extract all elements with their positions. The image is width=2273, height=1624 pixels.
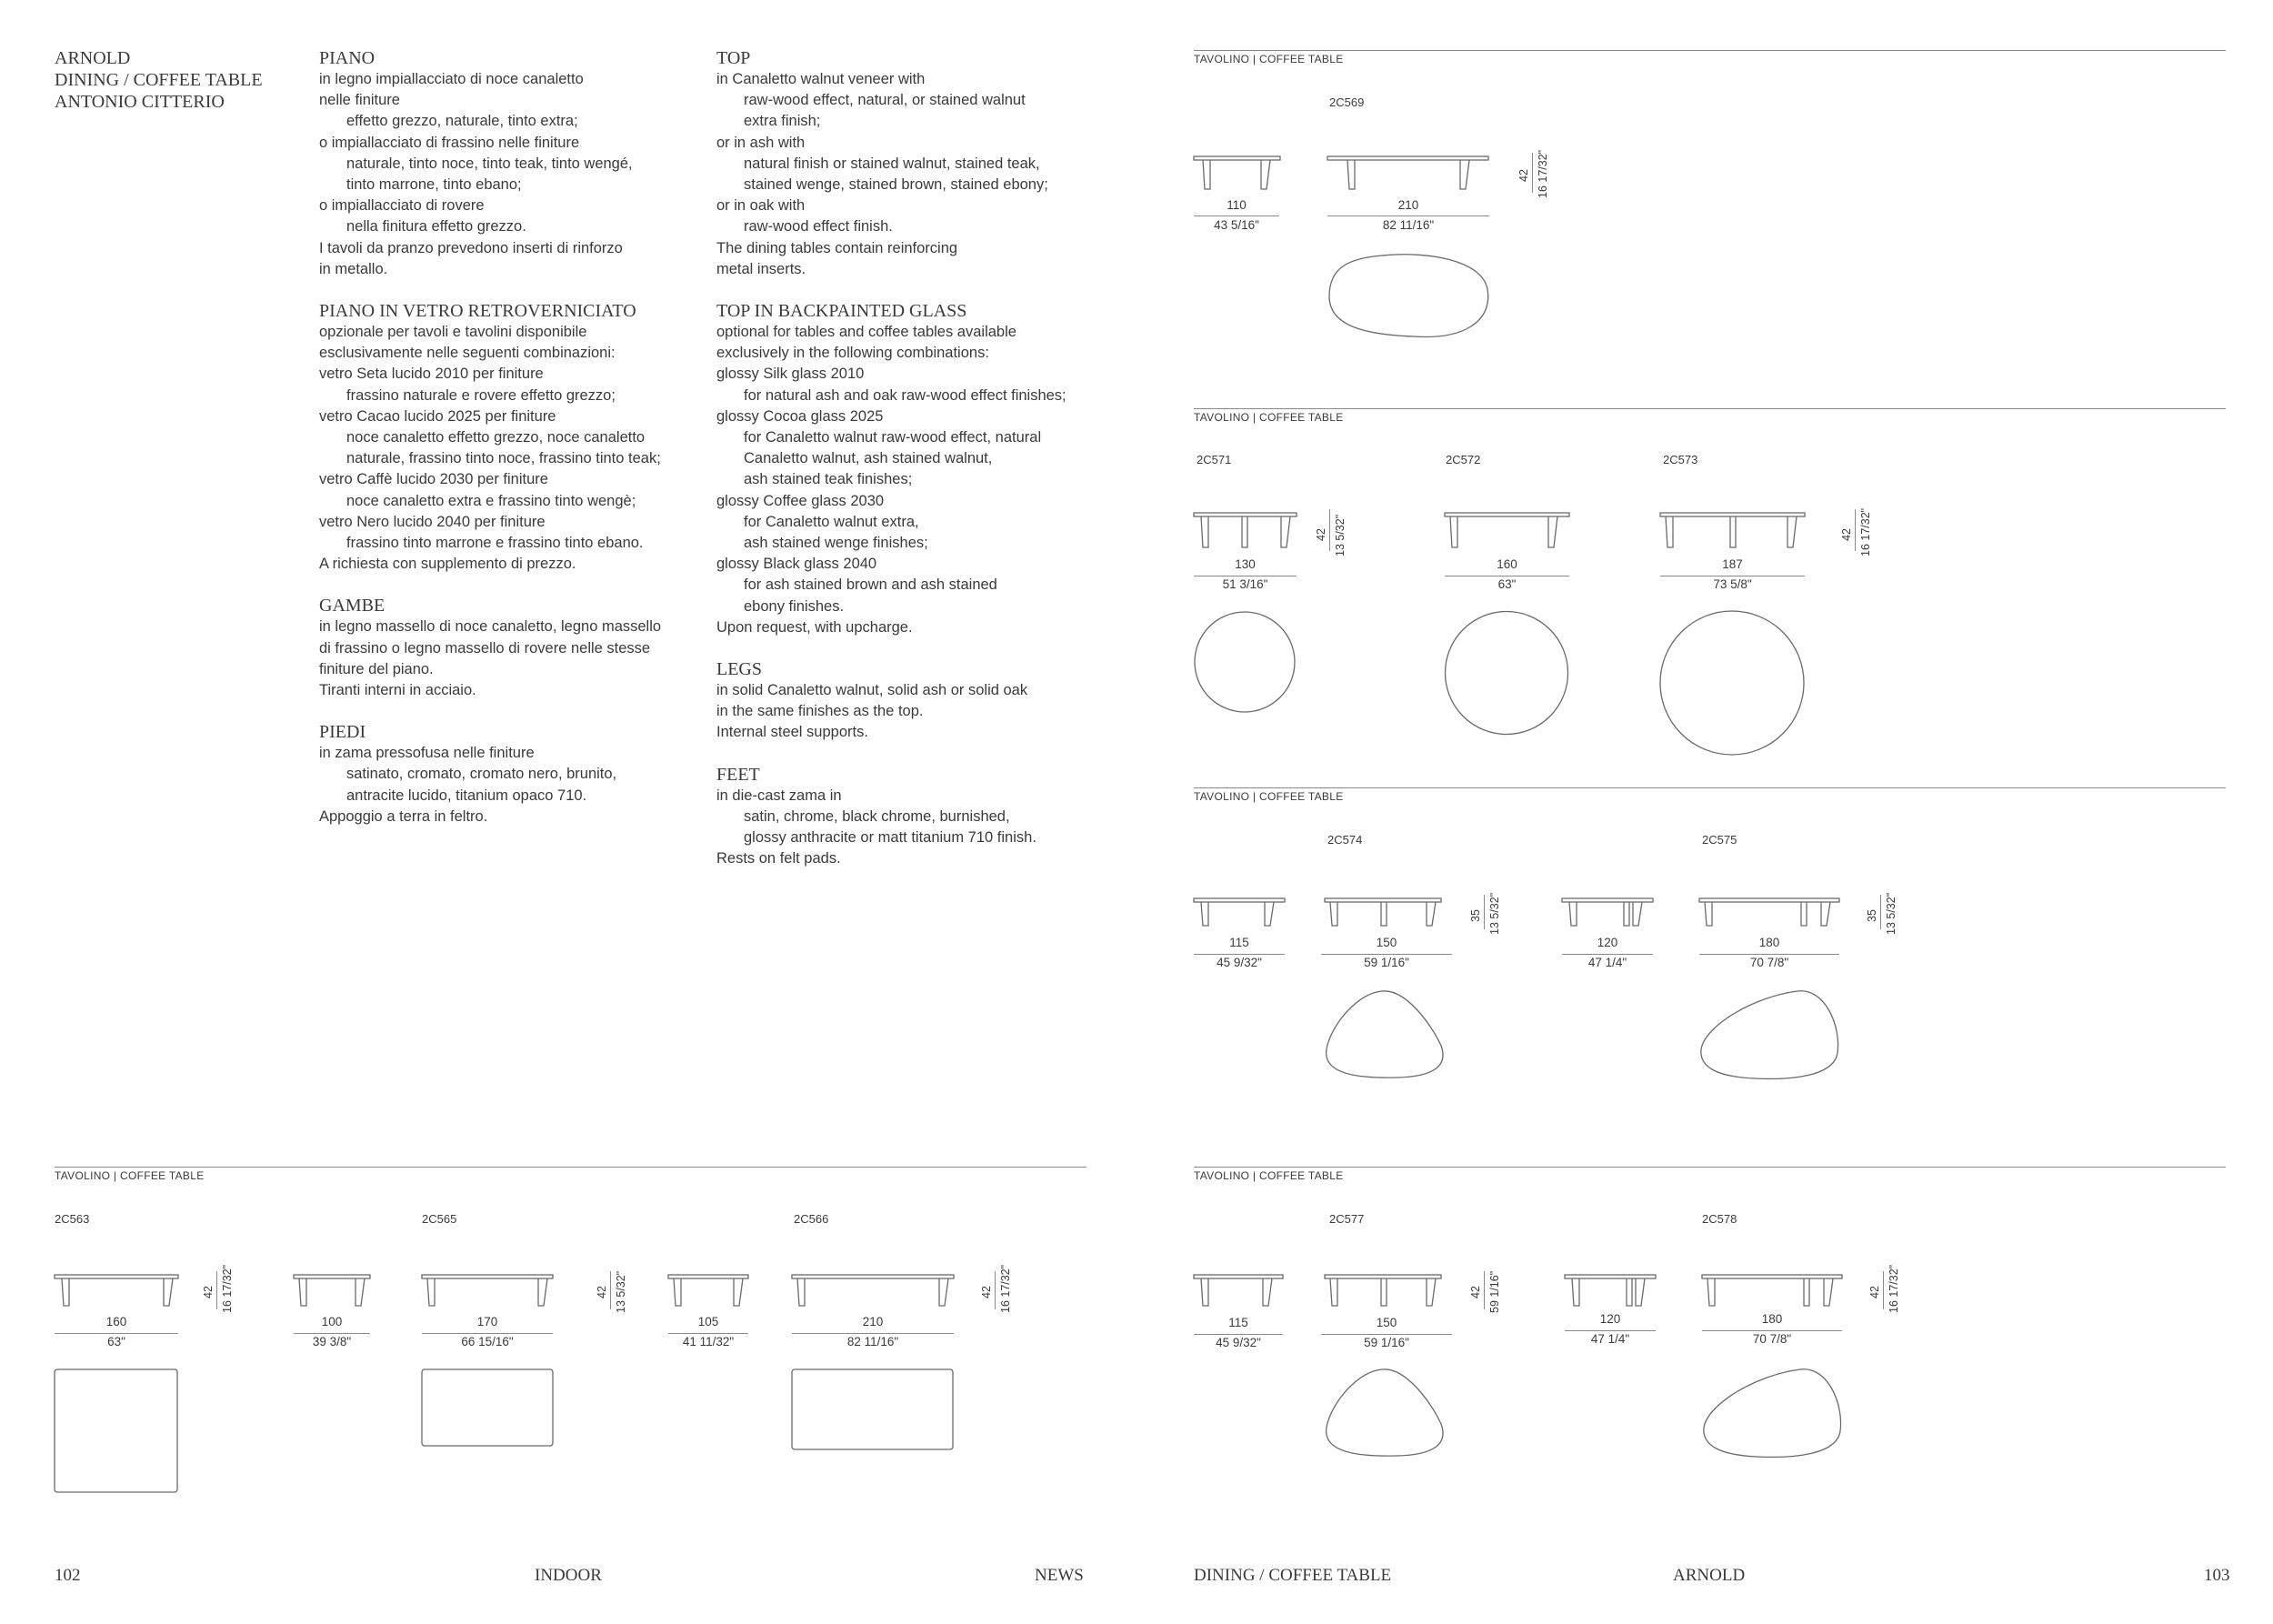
- height-dimension-inch: 13 5/32": [615, 1270, 627, 1313]
- product-code: 2C573: [1663, 453, 1698, 466]
- section-rule: [55, 1167, 1086, 1168]
- side-view-drawing: [1702, 1271, 1847, 1309]
- side-view-drawing: [422, 1271, 558, 1309]
- top-view-circle-drawing: [1445, 611, 1572, 738]
- side-view-drawing: [668, 1271, 754, 1309]
- height-dimension-inch: 13 5/32": [1334, 514, 1347, 556]
- dimension-cm: 160: [1497, 557, 1517, 571]
- dimension-inch: 39 3/8": [312, 1335, 352, 1348]
- dimension-cm: 110: [1227, 198, 1247, 212]
- dimension-line: [668, 1333, 748, 1334]
- height-dimension-cm: 42: [1517, 169, 1530, 182]
- product-name: ARNOLD: [55, 48, 131, 68]
- dimension-cm: 210: [1397, 198, 1419, 212]
- dimension-inch: 45 9/32": [1217, 956, 1262, 969]
- side-view-drawing: [1325, 1271, 1447, 1309]
- footer-product-name: ARNOLD: [1673, 1566, 1746, 1585]
- height-dimension-cm: 42: [596, 1286, 608, 1298]
- italian-description: [319, 47, 710, 847]
- section-rule: [1194, 408, 2226, 409]
- product-code: 2C578: [1702, 1212, 1737, 1226]
- dimension-cm: 105: [697, 1315, 719, 1328]
- height-line: [1329, 509, 1330, 551]
- height-line: [1484, 1271, 1485, 1309]
- dimension-cm: 115: [1228, 1316, 1248, 1329]
- dimension-cm: 150: [1376, 936, 1397, 949]
- dimension-line: [1321, 954, 1452, 955]
- height-line: [1484, 895, 1485, 929]
- section-feet: FEET in die-cast zama in satin, chrome, black chrome, burnished, glossy anthracite or matt titanium 710 finish. Rests on felt pads.: [716, 764, 1107, 870]
- page-number-left: 102: [55, 1566, 81, 1585]
- height-dimension-cm: 35: [1469, 909, 1482, 922]
- side-view-drawing: [1194, 153, 1285, 193]
- top-view-pebble-drawing: [1325, 1368, 1447, 1459]
- top-view-oval-drawing: [1327, 253, 1491, 340]
- dimension-line: [1562, 954, 1653, 955]
- dimension-inch: 47 1/4": [1587, 956, 1627, 969]
- product-code: 2C577: [1329, 1212, 1365, 1226]
- height-dimension-cm: 42: [1315, 528, 1327, 541]
- dimension-line: [1194, 1334, 1283, 1335]
- height-dimension-cm: 42: [1868, 1286, 1881, 1298]
- height-dimension-inch: 16 17/32": [1537, 149, 1549, 198]
- dimension-inch: 63": [107, 1335, 125, 1348]
- dimension-inch: 66 15/16": [461, 1335, 514, 1348]
- top-view-rectangle-drawing: [422, 1369, 558, 1451]
- dimension-inch: 70 7/8": [1749, 956, 1789, 969]
- dimension-line: [55, 1333, 178, 1334]
- dimension-cm: 180: [1761, 1312, 1783, 1326]
- dimension-inch: 59 1/16": [1364, 956, 1409, 969]
- product-code: 2C572: [1446, 453, 1481, 466]
- top-view-rectangle-drawing: [792, 1369, 959, 1455]
- side-view-drawing: [1194, 895, 1288, 929]
- english-description: [716, 47, 1107, 890]
- dimension-inch: 51 3/16": [1222, 577, 1268, 591]
- side-view-drawing: [55, 1271, 182, 1309]
- dimension-line: [1702, 1330, 1842, 1331]
- heading-piano: PIANO: [319, 48, 375, 68]
- height-dimension-inch: 59 1/16": [1488, 1270, 1501, 1313]
- side-view-drawing: [1660, 509, 1809, 551]
- section-vetro: PIANO IN VETRO RETROVERNICIATO opzionale per tavoli e tavolini disponibile esclusivamente nelle seguenti combinazioni: vetro Seta lucido 2010 per finiture frassino naturale e rovere effetto grezzo; vetro Cacao lucido 2025 per finiture noce canaletto effetto grezzo, noce canaletto naturale, frassino tinto noce, frassino tinto teak; vetro Caffè lucido 2030 per finiture noce canaletto extra e frassino tinto wengè; vetro Nero lucido 2040 per finiture frassino tinto marrone e frassino tinto ebano. A richiesta con supplemento di prezzo.: [319, 300, 710, 575]
- heading-piedi: PIEDI: [319, 722, 366, 743]
- side-view-drawing: [1194, 509, 1299, 551]
- dimension-cm: 187: [1722, 557, 1743, 571]
- dimension-inch: 45 9/32": [1216, 1336, 1261, 1349]
- top-view-pebble-drawing: [1325, 989, 1447, 1080]
- product-code: 2C566: [794, 1212, 829, 1226]
- footer-category: NEWS: [1035, 1566, 1084, 1585]
- dimension-line: [1699, 954, 1839, 955]
- footer-product-type: DINING / COFFEE TABLE: [1194, 1566, 1392, 1585]
- height-dimension-cm: 42: [202, 1286, 215, 1298]
- heading-top: TOP: [716, 48, 751, 68]
- dimension-inch: 47 1/4": [1590, 1332, 1630, 1346]
- section-top: TOP in Canaletto walnut veneer with raw-wood effect, natural, or stained walnut extra finish; or in ash with natural finish or stained walnut, stained teak, stained wenge, stained brown, stained ebony; or in oak with raw-wood effect finish. The dining tables contain reinforcing metal inserts.: [716, 47, 1107, 280]
- dimension-cm: 150: [1376, 1316, 1397, 1329]
- section-legs: LEGS in solid Canaletto walnut, solid ash or solid oak in the same finishes as the top. Internal steel supports.: [716, 658, 1107, 744]
- heading-glass: TOP IN BACKPAINTED GLASS: [716, 301, 967, 322]
- top-view-pebble-drawing: [1702, 1368, 1847, 1462]
- dimension-inch: 63": [1497, 577, 1517, 591]
- side-view-drawing: [1699, 895, 1845, 929]
- dimension-cm: 115: [1229, 936, 1249, 949]
- side-view-drawing: [294, 1271, 375, 1309]
- section-label: TAVOLINO | COFFEE TABLE: [55, 1169, 205, 1182]
- product-code: 2C569: [1329, 95, 1365, 109]
- height-dimension-inch: 13 5/32": [1488, 892, 1501, 935]
- heading-legs: LEGS: [716, 659, 762, 680]
- page-number-right: 103: [2204, 1566, 2230, 1585]
- height-line: [1880, 895, 1881, 929]
- dimension-line: [1321, 1334, 1452, 1335]
- section-gambe: GAMBE in legno massello di noce canaletto, legno massello di frassino o legno massello di rovere nelle stesse finiture del piano. Tiranti interni in acciaio.: [319, 595, 710, 701]
- footer-section: INDOOR: [535, 1566, 602, 1585]
- product-code: 2C565: [422, 1212, 457, 1226]
- heading-vetro: PIANO IN VETRO RETROVERNICIATO: [319, 301, 636, 322]
- section-rule: [1194, 787, 2226, 788]
- side-view-drawing: [1194, 1271, 1288, 1309]
- dimension-line: [1194, 954, 1285, 955]
- dimension-cm: 120: [1599, 1312, 1621, 1326]
- top-view-circle-drawing: [1194, 611, 1299, 717]
- dimension-inch: 59 1/16": [1364, 1336, 1409, 1349]
- side-view-drawing: [1445, 509, 1572, 551]
- height-line: [1855, 509, 1856, 551]
- product-code: 2C563: [55, 1212, 90, 1226]
- height-line: [1883, 1271, 1884, 1309]
- dimension-inch: 82 11/16": [1382, 218, 1435, 232]
- dimension-inch: 41 11/32": [682, 1335, 735, 1348]
- dimension-cm: 180: [1758, 936, 1780, 949]
- height-line: [1532, 153, 1533, 193]
- product-designer: ANTONIO CITTERIO: [55, 92, 225, 112]
- product-title-block: [55, 47, 263, 113]
- product-code: 2C574: [1327, 833, 1363, 847]
- height-dimension-inch: 16 17/32": [999, 1264, 1012, 1313]
- top-view-pebble-drawing: [1699, 989, 1845, 1084]
- section-label: TAVOLINO | COFFEE TABLE: [1194, 411, 1344, 424]
- dimension-line: [1565, 1330, 1656, 1331]
- side-view-drawing: [1565, 1271, 1661, 1309]
- top-view-square-drawing: [55, 1369, 182, 1497]
- height-dimension-cm: 42: [980, 1286, 993, 1298]
- product-type: DINING / COFFEE TABLE: [55, 70, 263, 90]
- product-code: 2C575: [1702, 833, 1737, 847]
- side-view-drawing: [1327, 153, 1491, 193]
- height-line: [610, 1271, 611, 1309]
- heading-gambe: GAMBE: [319, 596, 386, 617]
- height-line: [995, 1271, 996, 1309]
- dimension-inch: 82 11/16": [846, 1335, 899, 1348]
- section-piedi: PIEDI in zama pressofusa nelle finiture satinato, cromato, cromato nero, brunito, antracite lucido, titanium opaco 710. Appoggio a terra in feltro.: [319, 721, 710, 827]
- section-rule: [1194, 1167, 2226, 1168]
- heading-feet: FEET: [716, 764, 760, 785]
- side-view-drawing: [792, 1271, 959, 1309]
- section-piano: PIANO in legno impiallacciato di noce canaletto nelle finiture effetto grezzo, naturale, tinto extra; o impiallacciato di frassino nelle finiture naturale, tinto noce, tinto teak, tinto wengé, tinto marrone, tinto ebano; o impiallacciato di rovere nella finitura effetto grezzo. I tavoli da pranzo prevedono inserti di rinforzo in metallo.: [319, 47, 710, 280]
- dimension-cm: 120: [1597, 936, 1618, 949]
- section-label: TAVOLINO | COFFEE TABLE: [1194, 1169, 1344, 1182]
- section-glass: TOP IN BACKPAINTED GLASS optional for tables and coffee tables available exclusively in the following combinations: glossy Silk glass 2010 for natural ash and oak raw-wood effect finishes; glossy Cocoa glass 2025 for Canaletto walnut raw-wood effect, natural Canaletto walnut, ash stained walnut, ash stained teak finishes; glossy Coffee glass 2030 for Canaletto walnut extra, ash stained wenge finishes; glossy Black glass 2040 for ash stained brown and ash stained ebony finishes. Upon request, with upcharge.: [716, 300, 1107, 638]
- dimension-inch: 73 5/8": [1713, 577, 1752, 591]
- dimension-inch: 70 7/8": [1752, 1332, 1792, 1346]
- height-dimension-inch: 13 5/32": [1885, 892, 1898, 935]
- section-label: TAVOLINO | COFFEE TABLE: [1194, 790, 1344, 803]
- height-dimension-cm: 42: [1469, 1286, 1482, 1298]
- dimension-line: [422, 1333, 553, 1334]
- height-dimension-inch: 16 17/32": [1859, 507, 1872, 556]
- dimension-cm: 130: [1235, 557, 1256, 571]
- side-view-drawing: [1562, 895, 1658, 929]
- height-dimension-inch: 16 17/32": [221, 1264, 234, 1313]
- dimension-cm: 210: [862, 1315, 884, 1328]
- top-view-circle-drawing: [1660, 611, 1809, 760]
- height-dimension-cm: 35: [1866, 909, 1878, 922]
- section-rule: [1194, 50, 2226, 51]
- height-line: [216, 1271, 217, 1309]
- product-code: 2C571: [1197, 453, 1232, 466]
- dimension-cm: 160: [105, 1315, 127, 1328]
- height-dimension-inch: 16 17/32": [1887, 1264, 1900, 1313]
- dimension-line: [294, 1333, 370, 1334]
- dimension-cm: 100: [321, 1315, 343, 1328]
- dimension-inch: 43 5/16": [1214, 218, 1259, 232]
- dimension-line: [792, 1333, 954, 1334]
- dimension-cm: 170: [476, 1315, 498, 1328]
- height-dimension-cm: 42: [1840, 528, 1853, 541]
- side-view-drawing: [1325, 895, 1447, 929]
- section-label: TAVOLINO | COFFEE TABLE: [1194, 53, 1344, 65]
